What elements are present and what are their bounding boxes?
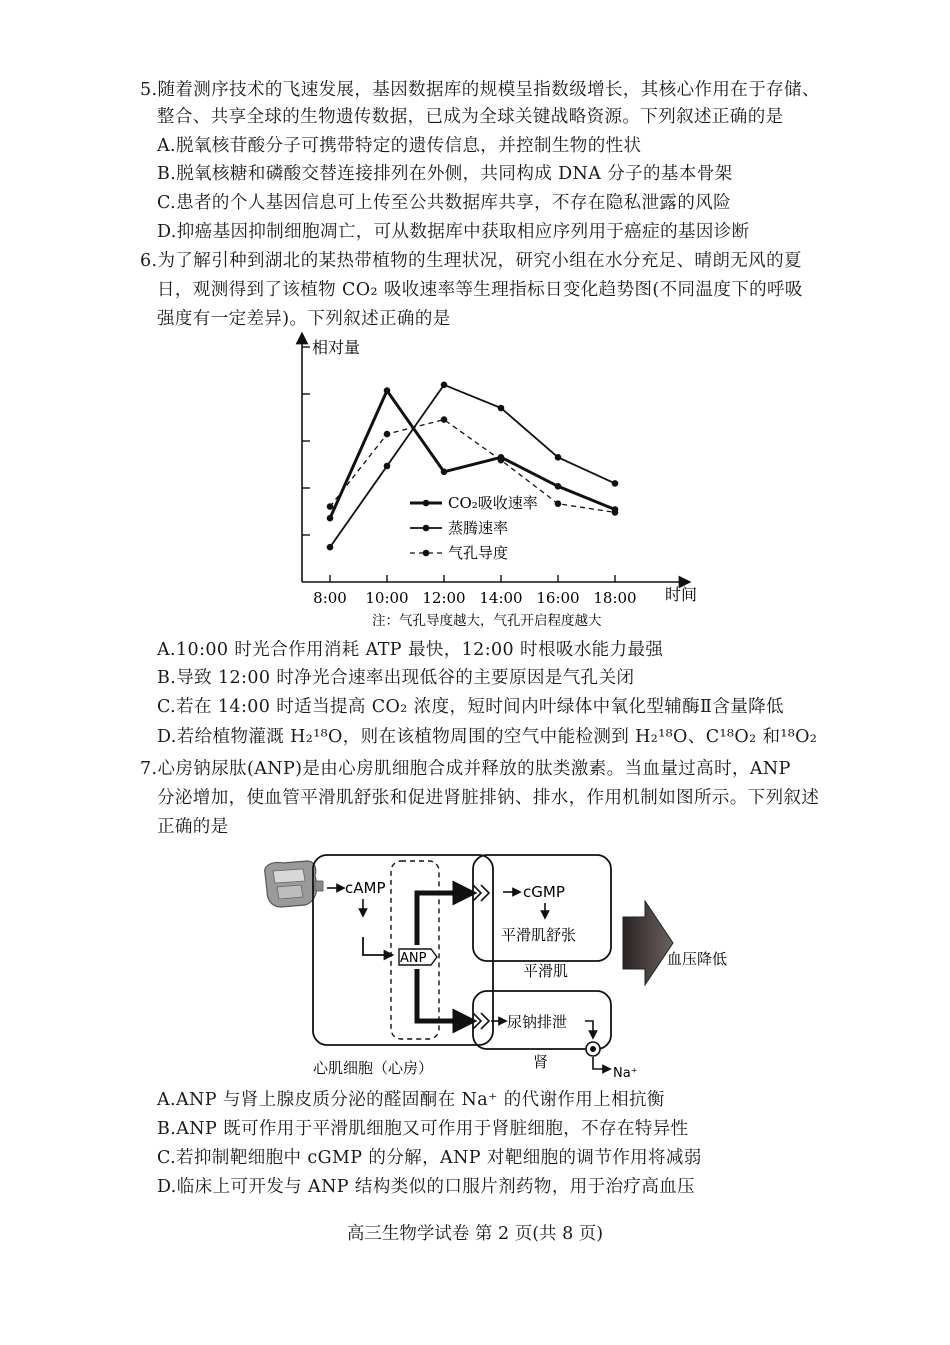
series-point — [327, 503, 334, 510]
q7-option-a: A.ANP 与肾上腺皮质分泌的醛固酮在 Na⁺ 的代谢作用上相抗衡 — [157, 1090, 665, 1110]
natriuresis-label: 尿钠排泄 — [507, 1013, 568, 1031]
na-label: Na⁺ — [613, 1066, 638, 1081]
series-point — [498, 405, 505, 412]
series-point — [441, 382, 448, 389]
camp-label: cAMP — [345, 879, 386, 897]
na-out-arrow — [593, 1057, 607, 1069]
q6-option-a: A.10:00 时光合作用消耗 ATP 最快，12:00 时根吸水能力最强 — [157, 640, 664, 660]
x-tick-label: 8:00 — [313, 589, 347, 607]
series-point — [327, 515, 334, 522]
legend-marker — [423, 550, 430, 557]
q7-option-b: B.ANP 既可作用于平滑肌细胞又可作用于肾脏细胞，不存在特异性 — [157, 1119, 689, 1139]
q5-option-a: A.脱氧核苷酸分子可携带特定的遗传信息，并控制生物的性状 — [157, 136, 642, 156]
chart-note: 注：气孔导度越大，气孔开启程度越大 — [372, 613, 602, 629]
heart-icon — [265, 861, 323, 907]
series-point — [384, 463, 391, 470]
q7-option-d: D.临床上可开发与 ANP 结构类似的口服片剂药物，用于治疗高血压 — [157, 1177, 696, 1197]
q6-option-d: D.若给植物灌溉 H₂¹⁸O，则在该植物周围的空气中能检测到 H₂¹⁸O、C¹⁸O₂ 和¹⁸O₂ — [157, 727, 818, 747]
q5-stem-line-1: 5.随着测序技术的飞速发展，基因数据库的规模呈指数级增长，其核心作用在于存储、 — [140, 80, 820, 100]
series-point — [612, 509, 619, 516]
q6-stem-line-2: 日，观测得到了该植物 CO₂ 吸收速率等生理指标日变化趋势图(不同温度下的呼吸 — [157, 280, 803, 300]
q5-option-d: D.抑癌基因抑制细胞凋亡，可从数据库中获取相应序列用于癌症的基因诊断 — [157, 222, 750, 242]
q6-option-c: C.若在 14:00 时适当提高 CO₂ 浓度，短时间内叶绿体中氧化型辅酶Ⅱ含量降低 — [157, 697, 784, 717]
x-tick-label: 16:00 — [536, 589, 580, 607]
anp-to-smooth-muscle-arrow — [417, 893, 465, 945]
cgmp-label: cGMP — [523, 883, 565, 901]
chart-x-ticks — [313, 575, 636, 607]
kidney-receptor-icon — [473, 1013, 489, 1029]
x-tick-label: 10:00 — [365, 589, 409, 607]
legend-label: 蒸腾速率 — [448, 519, 509, 537]
smooth-muscle-receptor-icon — [473, 885, 489, 901]
x-tick-label: 12:00 — [422, 589, 466, 607]
x-tick-label: 18:00 — [593, 589, 637, 607]
q5-option-b: B.脱氧核糖和磷酸交替连接排列在外侧，共同构成 DNA 分子的基本骨架 — [157, 164, 733, 184]
q7-stem-line-3: 正确的是 — [157, 817, 229, 837]
legend-marker — [423, 525, 430, 532]
series-point — [441, 416, 448, 423]
legend-label: CO₂吸收速率 — [448, 494, 538, 512]
series-point — [498, 457, 505, 464]
natriuresis-down-arrow — [585, 1021, 593, 1035]
anp-tag — [399, 949, 437, 966]
bp-down-arrow-icon — [623, 901, 673, 985]
series-point — [555, 483, 562, 490]
relax-label: 平滑肌舒张 — [501, 926, 577, 944]
series-point — [555, 454, 562, 461]
chart-y-ticks — [302, 347, 310, 535]
series-point — [555, 500, 562, 507]
ion-channel-icon — [586, 1042, 600, 1056]
legend-label: 气孔导度 — [448, 544, 509, 562]
q6-line-chart — [290, 330, 710, 635]
series-point — [384, 431, 391, 438]
series-point — [441, 469, 448, 476]
q6-stem-line-3: 强度有一定差异)。下列叙述正确的是 — [157, 309, 451, 329]
camp-to-anp-arrow — [363, 937, 389, 955]
chart-x-label: 时间 — [665, 585, 698, 604]
anp-mechanism-diagram — [255, 845, 775, 1090]
series-point — [384, 387, 391, 394]
q5-stem-line-2: 整合、共享全球的生物遗传数据，已成为全球关键战略资源。下列叙述正确的是 — [157, 107, 784, 127]
q7-stem-line-2: 分泌增加，使血管平滑肌舒张和促进肾脏排钠、排水，作用机制如图所示。下列叙述 — [157, 788, 820, 808]
kidney-label: 肾 — [533, 1053, 549, 1071]
chart-y-label: 相对量 — [312, 338, 361, 357]
q6-option-b: B.导致 12:00 时净光合速率出现低谷的主要原因是气孔关闭 — [157, 668, 635, 688]
svg-text:ANP: ANP — [400, 951, 427, 966]
series-point — [612, 480, 619, 487]
q5-option-c: C.患者的个人基因信息可上传至公共数据库共享，不存在隐私泄露的风险 — [157, 193, 732, 213]
q6-stem-line-1: 6.为了解引种到湖北的某热带植物的生理状况，研究小组在水分充足、晴朗无风的夏 — [140, 251, 802, 271]
bp-down-label: 血压降低 — [667, 950, 728, 968]
heart-cell-label: 心肌细胞（心房） — [313, 1059, 434, 1077]
anp-to-kidney-arrow — [417, 969, 465, 1021]
chart-legend — [410, 494, 538, 562]
page-footer: 高三生物学试卷 第 2 页(共 8 页) — [346, 1224, 604, 1244]
q7-stem-line-1: 7.心房钠尿肽(ANP)是由心房肌细胞合成并释放的肽类激素。当血量过高时，ANP — [140, 759, 791, 779]
smooth-muscle-label: 平滑肌 — [523, 962, 569, 980]
x-tick-label: 14:00 — [479, 589, 523, 607]
series-point — [327, 544, 334, 551]
q7-option-c: C.若抑制靶细胞中 cGMP 的分解，ANP 对靶细胞的调节作用将减弱 — [157, 1148, 702, 1168]
legend-marker — [423, 500, 430, 507]
